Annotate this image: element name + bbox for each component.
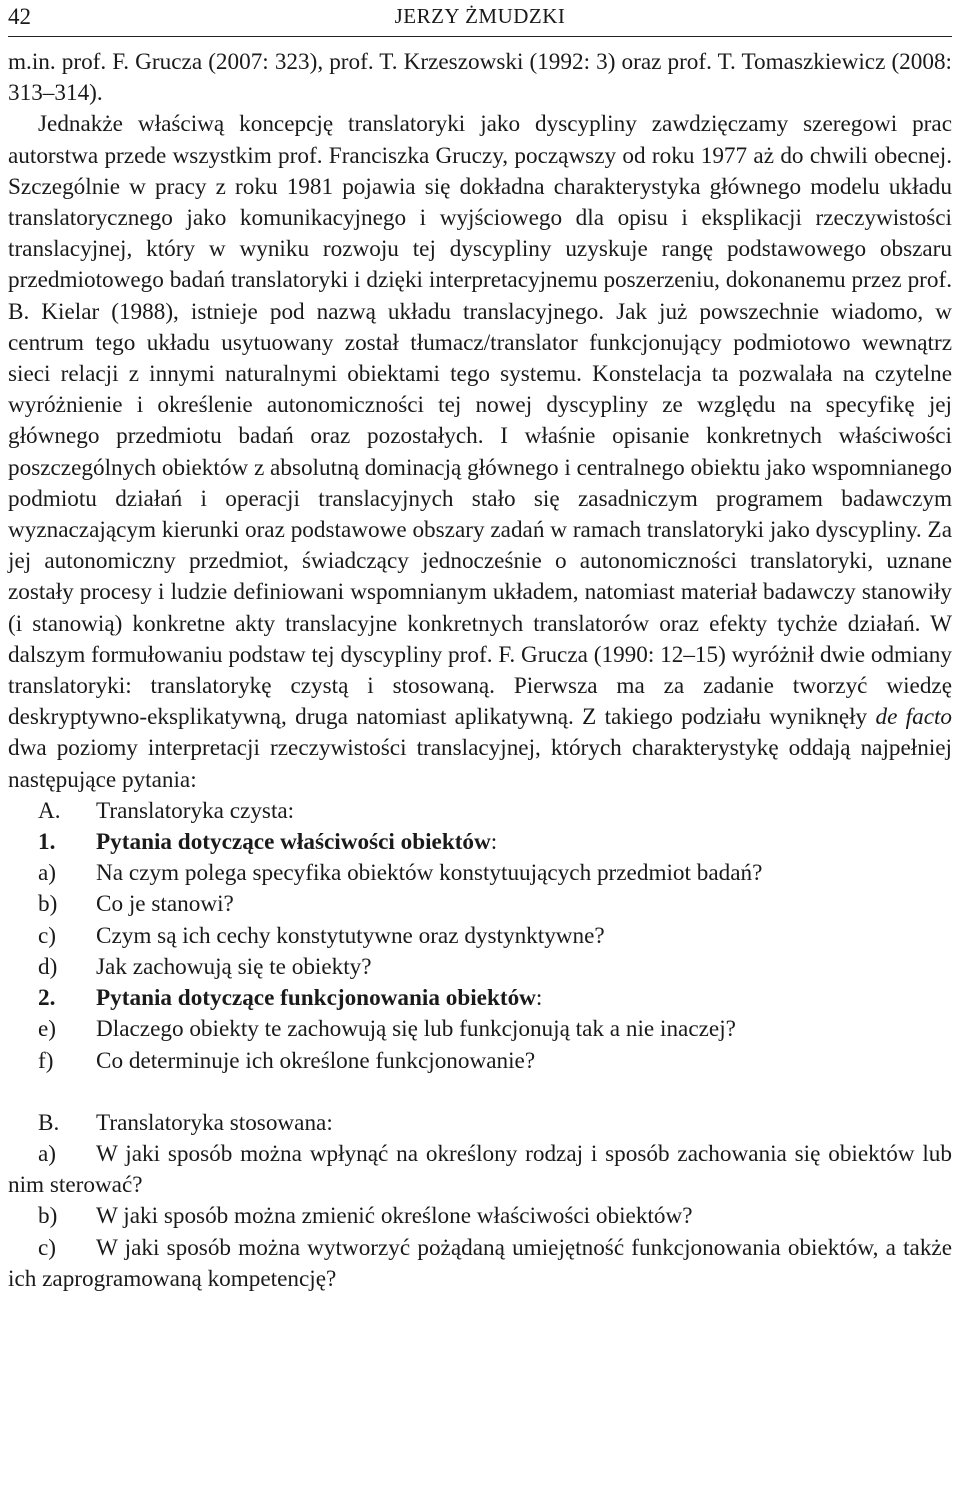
list-item	[8, 1139, 952, 1201]
list-item	[8, 858, 952, 889]
list-item-label: f)	[38, 1047, 54, 1074]
list-item-label: a)	[38, 1140, 57, 1167]
list-item-label: c)	[38, 1234, 57, 1261]
list-item	[8, 1201, 952, 1232]
section-b-label: B.	[38, 1109, 60, 1136]
list-item-label: b)	[38, 891, 58, 918]
section-b-title: Translatoryka stosowana:	[96, 1109, 333, 1136]
list-item-text: Co je stanowi?	[96, 891, 234, 918]
spacer	[8, 1077, 952, 1108]
list-item-text: Czym są ich cechy konstytutywne oraz dystynktywne?	[96, 922, 605, 949]
paragraph-1: m.in. prof. F. Grucza (2007: 323), prof. T. Krzeszowski (1992: 3) oraz prof. T. Tomaszkiewicz (2008: 313–314).	[8, 49, 952, 107]
list-item-text: W jaki sposób można wytworzyć pożądaną umiejętność funkcjonowania obiektów, a także ich zaprogramowaną kompetencję?	[8, 1234, 952, 1292]
list-item-text: Dlaczego obiekty te zachowują się lub funkcjonują tak a nie inaczej?	[96, 1016, 736, 1043]
group-2-heading	[8, 983, 952, 1014]
section-a-label: A.	[38, 797, 61, 824]
page-number: 42	[8, 4, 31, 29]
group-1-label: 1.	[38, 829, 56, 856]
list-item-text: Jak zachowują się te obiekty?	[96, 953, 372, 980]
list-item	[8, 952, 952, 983]
list-item	[8, 1014, 952, 1045]
list-item-text: W jaki sposób można zmienić określone właściwości obiektów?	[96, 1203, 693, 1230]
group-2-label: 2.	[38, 985, 56, 1012]
page-body	[8, 47, 952, 1295]
list-item	[8, 1046, 952, 1077]
list-item-label: b)	[38, 1203, 58, 1230]
list-item-text: Na czym polega specyfika obiektów konstytuujących przedmiot badań?	[96, 860, 763, 887]
group-1-suffix: :	[490, 829, 498, 856]
paragraph-2-text-end: dwa poziomy interpretacji rzeczywistości translacyjnej, których charakterystykę oddają najpełniej następujące pytania:	[8, 735, 952, 793]
group-1-title: Pytania dotyczące właściwości obiektów	[96, 829, 491, 856]
list-item	[8, 1233, 952, 1295]
list-item-label: a)	[38, 860, 57, 887]
section-a-heading	[8, 796, 952, 827]
list-item	[8, 889, 952, 920]
list-item-label: e)	[38, 1016, 57, 1043]
section-b-heading	[8, 1108, 952, 1139]
list-item-label: c)	[38, 922, 57, 949]
list-item-text: Co determinuje ich określone funkcjonowanie?	[96, 1047, 536, 1074]
paragraph-2-italic: de facto	[875, 704, 953, 731]
page-header	[8, 0, 952, 37]
paragraph-2	[8, 109, 952, 795]
list-item	[8, 921, 952, 952]
paragraph-2-text: Jednakże właściwą koncepcję translatoryki jako dyscypliny zawdzięczamy szeregowi prac autorstwa przede wszystkim prof. Franciszka Gruczy, począwszy od roku 1977 aż do chwili obecnej. Szczególnie w pracy z roku 1981 pojawia się dokładna charakterystyka głównego modelu układu translatorycznego jako komunikacyjnego i wyjściowego dla opisu i eksplikacji rzeczywistości translacyjnej, który w wyniku rozwoju tej dyscypliny uzyskuje rangę podstawowego obszaru przedmiotowego badań translatoryki i dzięki interpretacyjnemu poszerzeniu, dokonanemu przez prof. B. Kielar (1988), istnieje pod nazwą układu translacyjnego. Jak już powszechnie wiadomo, w centrum tego układu usytuowany został tłumacz/translator funkcjonujący podmiotowo wewnątrz sieci relacji z innymi naturalnymi obiektami tego systemu. Konstelacja ta pozwalała na czytelne wyróżnienie i określenie autonomiczności tej nowej dyscypliny ze względu na specyfikę jej głównego przedmiotu badań oraz pozostałych. I właśnie opisanie konkretnych właściwości poszczególnych obiektów z absolutną dominacją głównego i centralnego obiektu jako wspomnianego podmiotu działań i operacji translacyjnych stało się zasadniczym programem badawczym wyznaczającym kierunki oraz podstawowe obszary zadań w ramach translatoryki jako dyscypliny. Za jej autonomiczny przedmiot, świadczący jednocześnie o autonomiczności translatoryki, uznane zostały procesy i ludzie definiowani wspomnianym układem, natomiast materiał badawczy stanowiły (i stanowią) konkretne akty translacyjne konkretnych translatorów oraz efekty tychże działań. W dalszym formułowaniu podstaw tej dyscypliny prof. F. Grucza (1990: 12–15) wyróżnił dwie odmiany translatoryki: translatorykę czystą i stosowaną. Pierwsza ma za zadanie tworzyć wiedzę deskryptywno-eksplikatywną, druga natomiast aplikatywną. Z takiego podziału wyniknęły	[8, 111, 952, 731]
list-item-label: d)	[38, 953, 58, 980]
group-2-suffix: :	[535, 985, 543, 1012]
group-2-title: Pytania dotyczące funkcjonowania obiektów	[96, 985, 536, 1012]
list-item-text: W jaki sposób można wpłynąć na określony rodzaj i sposób zachowania się obiektów lub nim sterować?	[8, 1140, 952, 1199]
group-1-heading	[8, 827, 952, 858]
running-head: JERZY ŻMUDZKI	[394, 4, 566, 28]
section-a-title: Translatoryka czysta:	[96, 797, 295, 824]
